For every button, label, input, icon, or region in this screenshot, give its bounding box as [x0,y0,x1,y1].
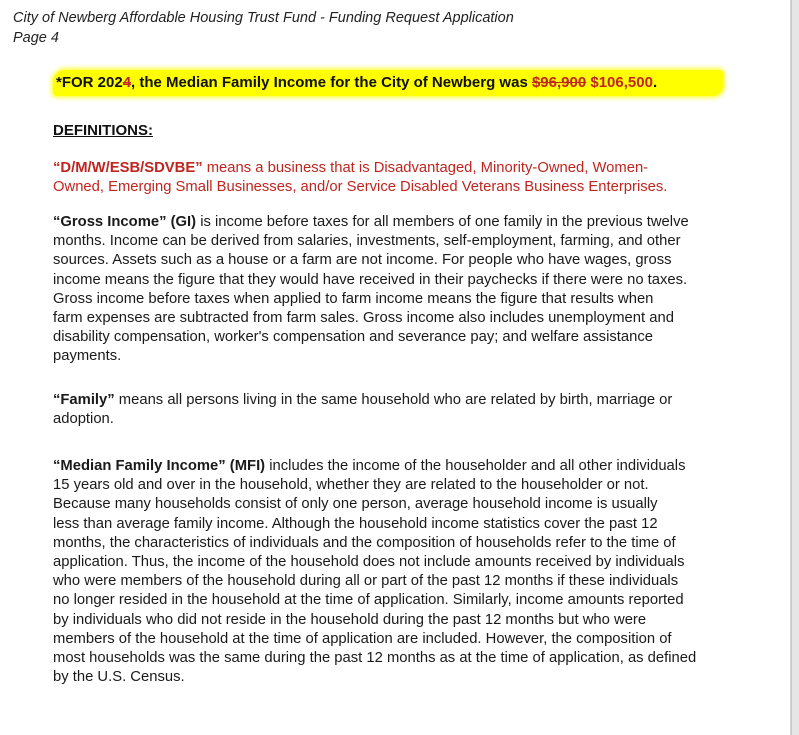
definition-text: by the U.S. Census. [53,669,185,686]
definition-gross-income [53,213,753,367]
definition-dmw [53,159,753,197]
page-header [13,8,514,48]
mfi-notice-text: , the Median Family Income for the City of Newberg was [131,74,532,91]
definition-median-family-income [53,457,753,687]
definition-text: less than average family income. Although the household income statistics cover the past 12 [53,515,658,532]
definition-family [53,391,753,429]
definition-text: disability compensation, worker's compensation and severance pay; and welfare assistance [53,329,653,346]
definition-text: 15 years old and over in the household, whether they are related to the householder or not. [53,477,649,494]
definition-text: by individuals who did not reside in the household during the past 12 months but who were [53,611,647,628]
definition-text: is income before taxes for all members of one family in the previous twelve [196,214,689,230]
definition-text: months, the characteristics of individuals and the composition of households refer to the time of [53,534,676,551]
definition-text: adoption. [53,411,114,428]
page-number: Page 4 [13,30,59,46]
definition-text: includes the income of the householder and all other individuals [265,458,686,474]
definition-text: who were members of the household during all or part of the past 12 months if these individuals [53,573,679,590]
definition-text: sources. Assets such as a house or a farm are not income. For people who have wages, gross [53,252,672,269]
document-title: City of Newberg Affordable Housing Trust Fund - Funding Request Application [13,10,514,26]
definition-term: “Family” [53,392,115,408]
definition-term: “Gross Income” (GI) [53,214,197,230]
definition-text: no longer resided in the household at the time of application. Similarly, income amounts reported [53,592,684,609]
definition-text: Gross income before taxes when applied to farm income means the figure that results when [53,290,654,307]
definition-text: months. Income can be derived from salaries, investments, self-employment, farming, and other [53,233,681,250]
definition-text: farm expenses are subtracted from farm sales. Gross income also includes unemployment and [53,310,674,327]
definition-text: application. Thus, the income of the household does not include amounts received by individuals [53,554,685,571]
definition-text: income means the figure that they would have received in their paychecks if there were no taxes. [53,271,688,288]
mfi-notice-prefix: *FOR 202 [56,74,123,91]
definition-text: most households was the same during the past 12 months as at the time of application, as defined [53,650,697,667]
definition-text: Owned, Emerging Small Businesses, and/or Service Disabled Veterans Business Enterprises. [53,179,668,196]
definition-text: means all persons living in the same household who are related by birth, marriage or [114,392,673,408]
definition-term: “D/M/W/ESB/SDVBE” [53,160,203,176]
definition-text: members of the household at the time of application are included. However, the composition of [53,630,672,647]
mfi-notice [56,73,657,93]
mfi-notice-end: . [652,74,658,91]
mfi-old-value: $96,900 [531,74,587,91]
definition-text: means a business that is Disadvantaged, Minority-Owned, Women- [202,160,649,176]
vertical-scrollbar[interactable] [791,0,799,735]
mfi-new-value: $106,500 [590,74,653,91]
definition-text: payments. [53,348,122,365]
definition-term: “Median Family Income” (MFI) [53,458,266,474]
definitions-heading: DEFINITIONS: [53,122,153,139]
mfi-notice-struck-digit: 4 [122,74,132,91]
definition-text: Because many households consist of only one person, average household income is usually [53,496,658,513]
